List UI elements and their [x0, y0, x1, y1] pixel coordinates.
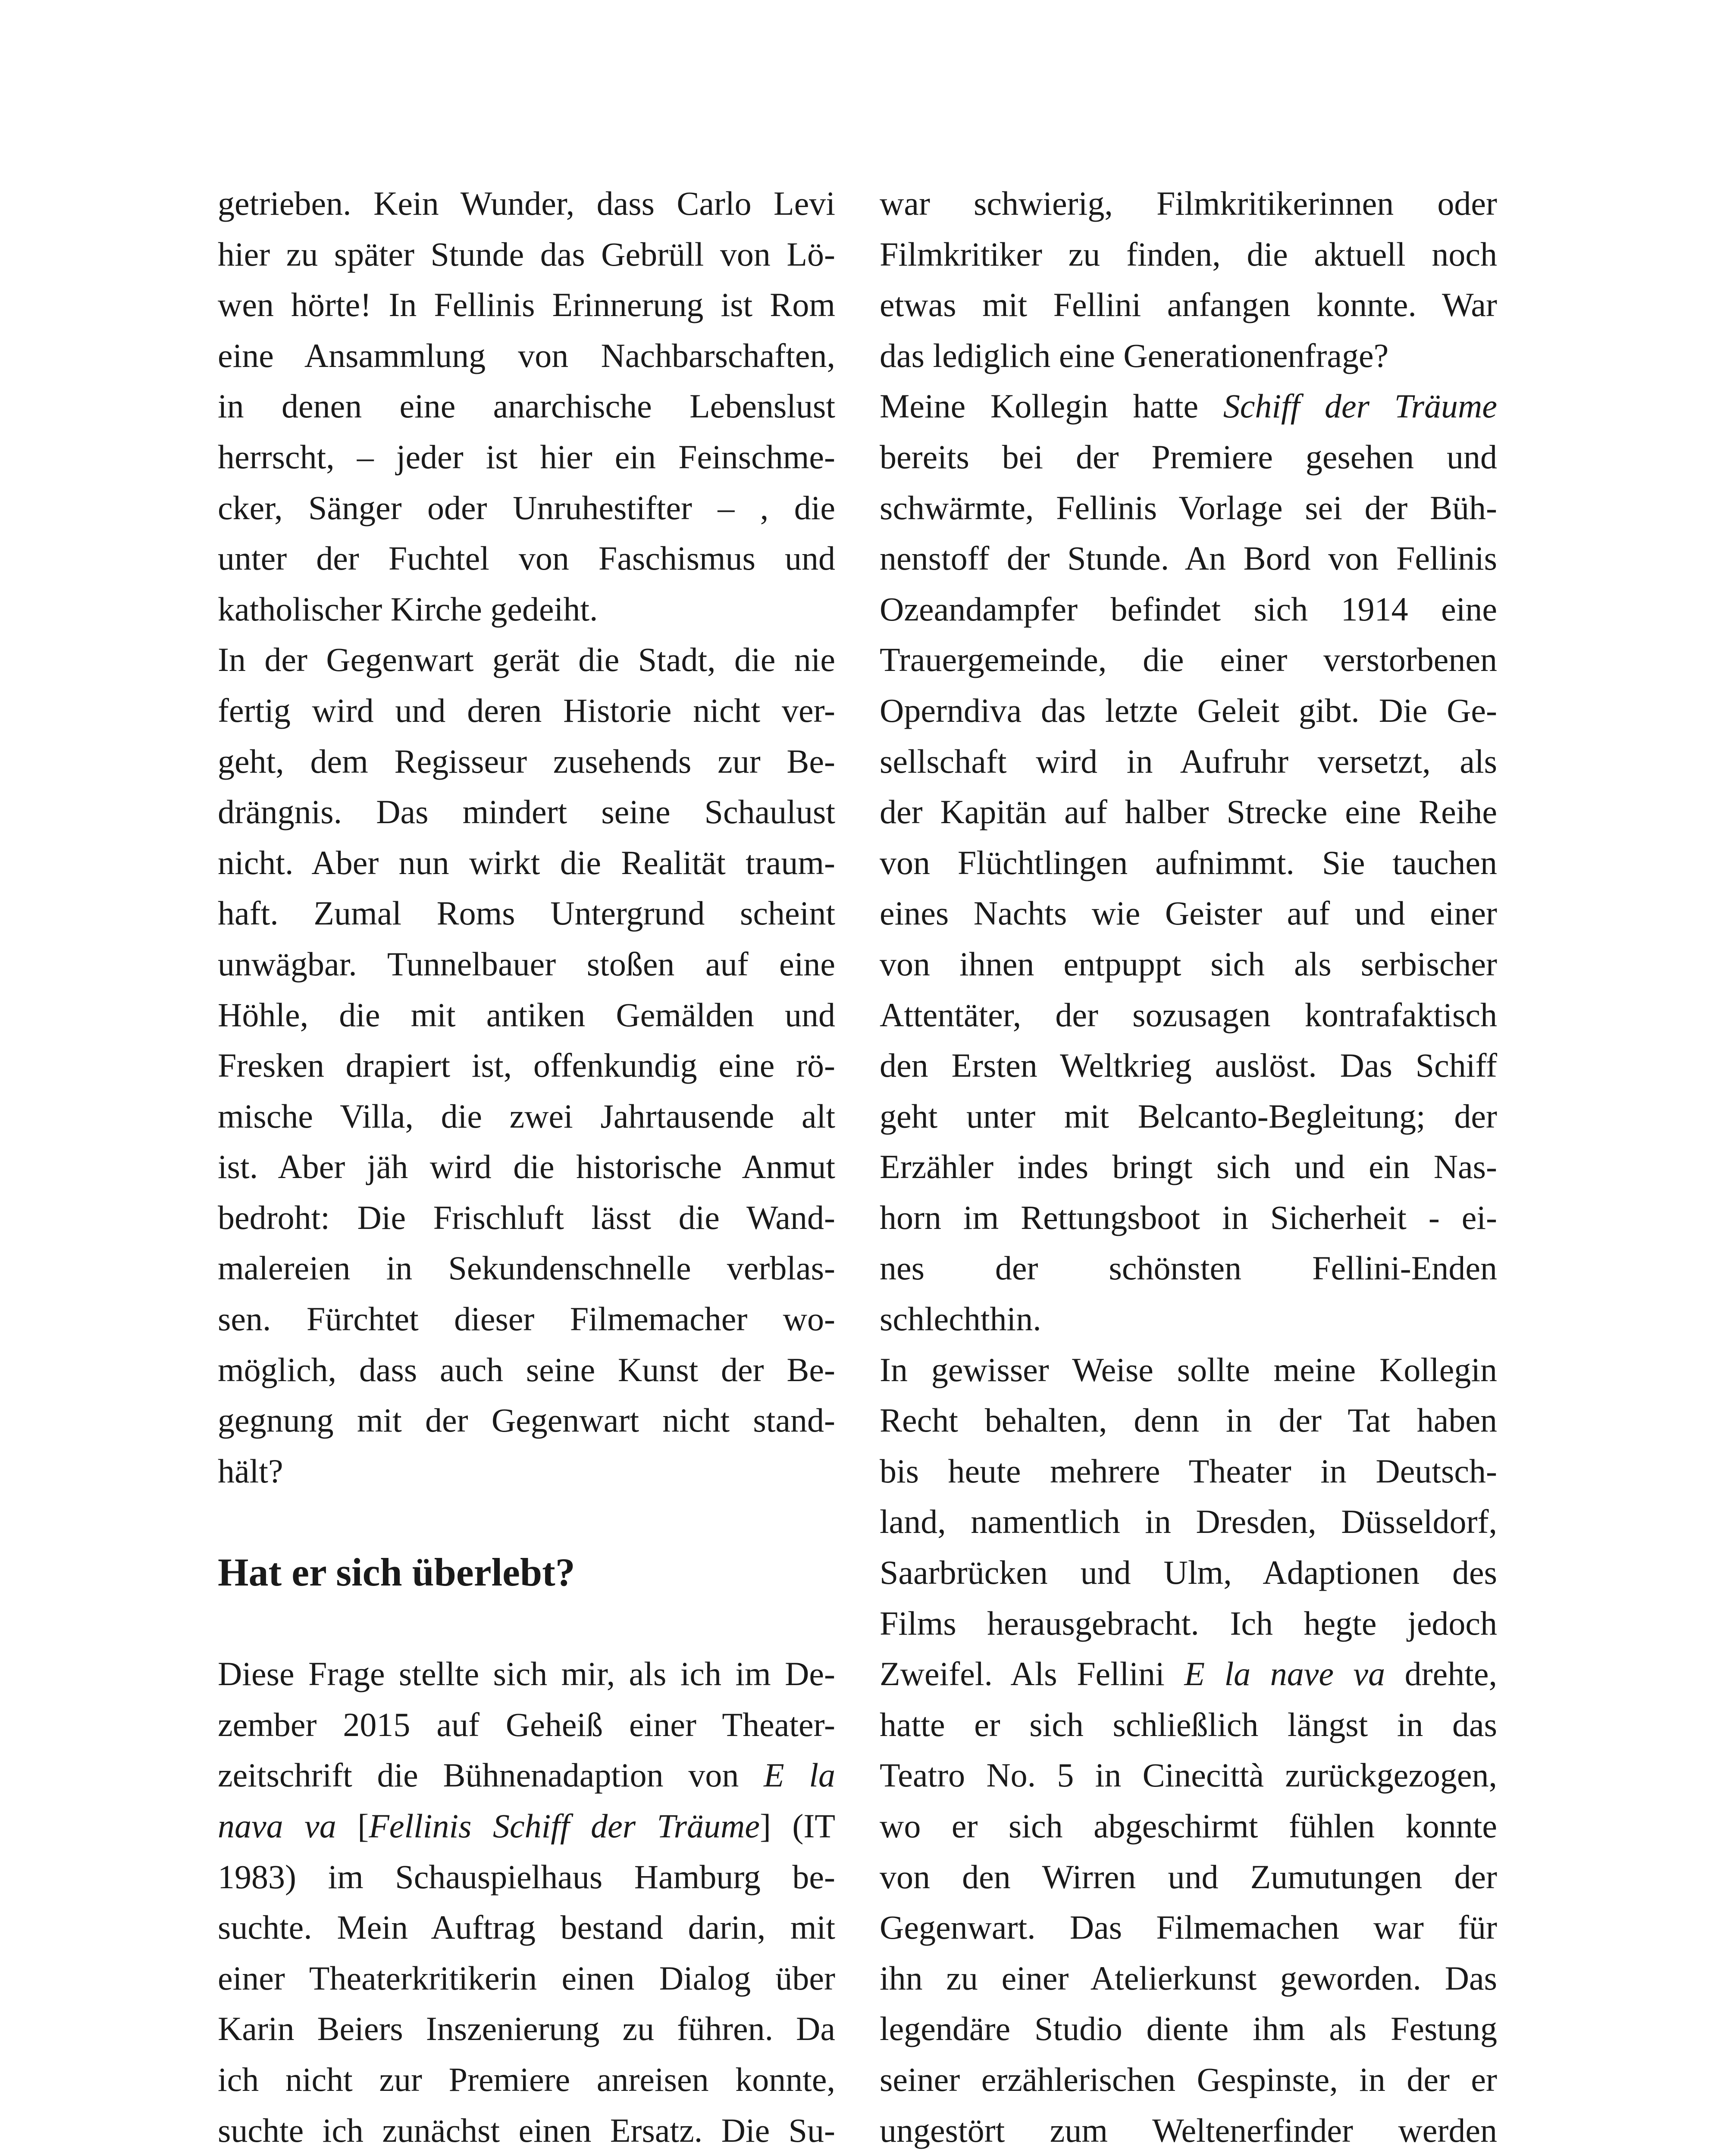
- text-line: hier zu später Stunde das Gebrüll von Lö-: [218, 235, 835, 273]
- text-run: Meine Kollegin hatte: [880, 387, 1223, 425]
- film-title: Fellinis Schiff der Träume: [369, 1807, 760, 1845]
- text-line: Filmkritiker zu finden, die aktuell noch: [880, 235, 1497, 273]
- text-line: hält?: [218, 1452, 283, 1490]
- right-paragraph-2: [880, 381, 1497, 1344]
- text-line: Gegenwart. Das Filmemachen war für: [880, 1908, 1497, 1946]
- text-line: den Ersten Weltkrieg auslöst. Das Schiff: [880, 1047, 1497, 1084]
- text-line: wo er sich abgeschirmt fühlen konnte: [880, 1807, 1497, 1845]
- text-line: Erzähler indes bringt sich und ein Nas-: [880, 1148, 1497, 1186]
- text-line: schwärmte, Fellinis Vorlage sei der Büh-: [880, 489, 1497, 526]
- text-line: ich nicht zur Premiere anreisen konnte,: [218, 2060, 835, 2098]
- text-line: [880, 381, 1497, 432]
- text-line: fertig wird und deren Historie nicht ver-: [218, 691, 835, 729]
- text-line: Höhle, die mit antiken Gemälden und: [218, 996, 835, 1034]
- section-heading: Hat er sich überlebt?: [218, 1550, 575, 1595]
- text-line: ungestört zum Weltenerfinder werden: [880, 2111, 1497, 2149]
- text-line: gegnung mit der Gegenwart nicht stand-: [218, 1401, 835, 1439]
- text-line: eine Ansammlung von Nachbarschaften,: [218, 336, 835, 374]
- text-line: Saarbrücken und Ulm, Adaptionen des: [880, 1554, 1497, 1592]
- text-line: nes der schönsten Fellini-Enden: [880, 1249, 1497, 1287]
- text-line: drängnis. Das mindert seine Schaulust: [218, 793, 835, 831]
- text-line: bereits bei der Premiere gesehen und: [880, 438, 1497, 476]
- text-line: land, namentlich in Dresden, Düsseldorf,: [880, 1503, 1497, 1541]
- text-line: Teatro No. 5 in Cinecittà zurückgezogen,: [880, 1756, 1497, 1794]
- left-paragraph-2: [218, 634, 835, 1496]
- text-line: herrscht, – jeder ist hier ein Feinschme-: [218, 438, 835, 476]
- text-line: horn im Rettungsboot in Sicherheit - ei-: [880, 1198, 1497, 1236]
- text-line: In der Gegenwart gerät die Stadt, die nie: [218, 641, 835, 679]
- right-paragraph-1: [880, 178, 1497, 381]
- spacer: [218, 1598, 835, 1649]
- text-line: Attentäter, der sozusagen kontrafaktisch: [880, 996, 1497, 1034]
- text-line: von Flüchtlingen aufnimmt. Sie tauchen: [880, 843, 1497, 881]
- text-line: der Kapitän auf halber Strecke eine Reihe: [880, 793, 1497, 831]
- text-line: mische Villa, die zwei Jahrtausende alt: [218, 1097, 835, 1135]
- text-line: etwas mit Fellini anfangen konnte. War: [880, 286, 1497, 324]
- text-line: unwägbar. Tunnelbauer stoßen auf eine: [218, 945, 835, 983]
- text-line: unter der Fuchtel von Faschismus und: [218, 539, 835, 577]
- text-line: seiner erzählerischen Gespinste, in der er: [880, 2060, 1497, 2098]
- right-paragraph-3: [880, 1344, 1497, 2156]
- text-line: In gewisser Weise sollte meine Kollegin: [880, 1351, 1497, 1388]
- text-line: war schwierig, Filmkritikerinnen oder: [880, 185, 1497, 222]
- text-line: Trauergemeinde, die einer verstorbenen: [880, 641, 1497, 679]
- text-line: geht, dem Regisseur zusehends zur Be-: [218, 742, 835, 780]
- left-column: [218, 178, 835, 2156]
- text-line: Diese Frage stellte sich mir, als ich im De-: [218, 1655, 835, 1693]
- text-line: zember 2015 auf Geheiß einer Theater-: [218, 1705, 835, 1743]
- text-line: nicht. Aber nun wirkt die Realität traum-: [218, 843, 835, 881]
- text-line: cker, Sänger oder Unruhestifter – , die: [218, 489, 835, 526]
- left-paragraph-1: [218, 178, 835, 634]
- text-line: eines Nachts wie Geister auf und einer: [880, 894, 1497, 932]
- text-line: ihn zu einer Atelierkunst geworden. Das: [880, 1959, 1497, 1997]
- text-line: wen hörte! In Fellinis Erinnerung ist Rom: [218, 286, 835, 324]
- text-line: katholischer Kirche gedeiht.: [218, 590, 598, 628]
- text-run: zeitschrift die Bühnenadaption von: [218, 1756, 764, 1794]
- text-run: Zweifel. Als Fellini: [880, 1655, 1185, 1693]
- text-line: getrieben. Kein Wunder, dass Carlo Levi: [218, 185, 835, 222]
- film-title: E la: [764, 1756, 835, 1794]
- text-line: [218, 1801, 835, 1852]
- text-line: schlechthin.: [880, 1300, 1041, 1338]
- spacer: [218, 1496, 835, 1547]
- text-line: möglich, dass auch seine Kunst der Be-: [218, 1351, 835, 1388]
- text-line: ist. Aber jäh wird die historische Anmut: [218, 1148, 835, 1186]
- right-column: [880, 178, 1497, 2156]
- text-line: Operndiva das letzte Geleit gibt. Die Ge-: [880, 691, 1497, 729]
- text-line: in denen eine anarchische Lebenslust: [218, 387, 835, 425]
- text-line: nenstoff der Stunde. An Bord von Fellinis: [880, 539, 1497, 577]
- text-line: Films herausgebracht. Ich hegte jedoch: [880, 1604, 1497, 1642]
- text-line: das lediglich eine Generationenfrage?: [880, 336, 1389, 374]
- text-line: sellschaft wird in Aufruhr versetzt, als: [880, 742, 1497, 780]
- text-line: geht unter mit Belcanto-Begleitung; der: [880, 1097, 1497, 1135]
- text-line: von ihnen entpuppt sich als serbischer: [880, 945, 1497, 983]
- text-line: einer Theaterkritikerin einen Dialog über: [218, 1959, 835, 1997]
- text-line: Recht behalten, denn in der Tat haben: [880, 1401, 1497, 1439]
- left-paragraph-3: [218, 1648, 835, 2156]
- text-line: [218, 1750, 835, 1801]
- text-line: suchte. Mein Auftrag bestand darin, mit: [218, 1908, 835, 1946]
- text-run: drehte,: [1385, 1655, 1498, 1693]
- film-title: E la nave va: [1184, 1655, 1385, 1693]
- text-line: 1983) im Schauspielhaus Hamburg be-: [218, 1858, 835, 1896]
- text-line: haft. Zumal Roms Untergrund scheint: [218, 894, 835, 932]
- text-line: bis heute mehrere Theater in Deutsch-: [880, 1452, 1497, 1490]
- text-line: malereien in Sekundenschnelle verblas-: [218, 1249, 835, 1287]
- text-line: sen. Fürchtet dieser Filmemacher wo-: [218, 1300, 835, 1338]
- text-line: Fresken drapiert ist, offenkundig eine rö-: [218, 1047, 835, 1084]
- text-run: [: [336, 1807, 369, 1845]
- film-title: Schiff der Träume: [1223, 387, 1497, 425]
- text-line: hatte er sich schließlich längst in das: [880, 1705, 1497, 1743]
- text-line: legendäre Studio diente ihm als Festung: [880, 2010, 1497, 2048]
- text-line: Ozeandampfer befindet sich 1914 eine: [880, 590, 1497, 628]
- text-line: suchte ich zunächst einen Ersatz. Die Su-: [218, 2111, 835, 2149]
- text-line: bedroht: Die Frischluft lässt die Wand-: [218, 1198, 835, 1236]
- text-line: [880, 1648, 1497, 1699]
- text-run: ] (IT: [759, 1807, 836, 1845]
- film-title: nava va: [218, 1807, 336, 1845]
- text-line: von den Wirren und Zumutungen der: [880, 1858, 1497, 1896]
- text-line: Karin Beiers Inszenierung zu führen. Da: [218, 2010, 835, 2048]
